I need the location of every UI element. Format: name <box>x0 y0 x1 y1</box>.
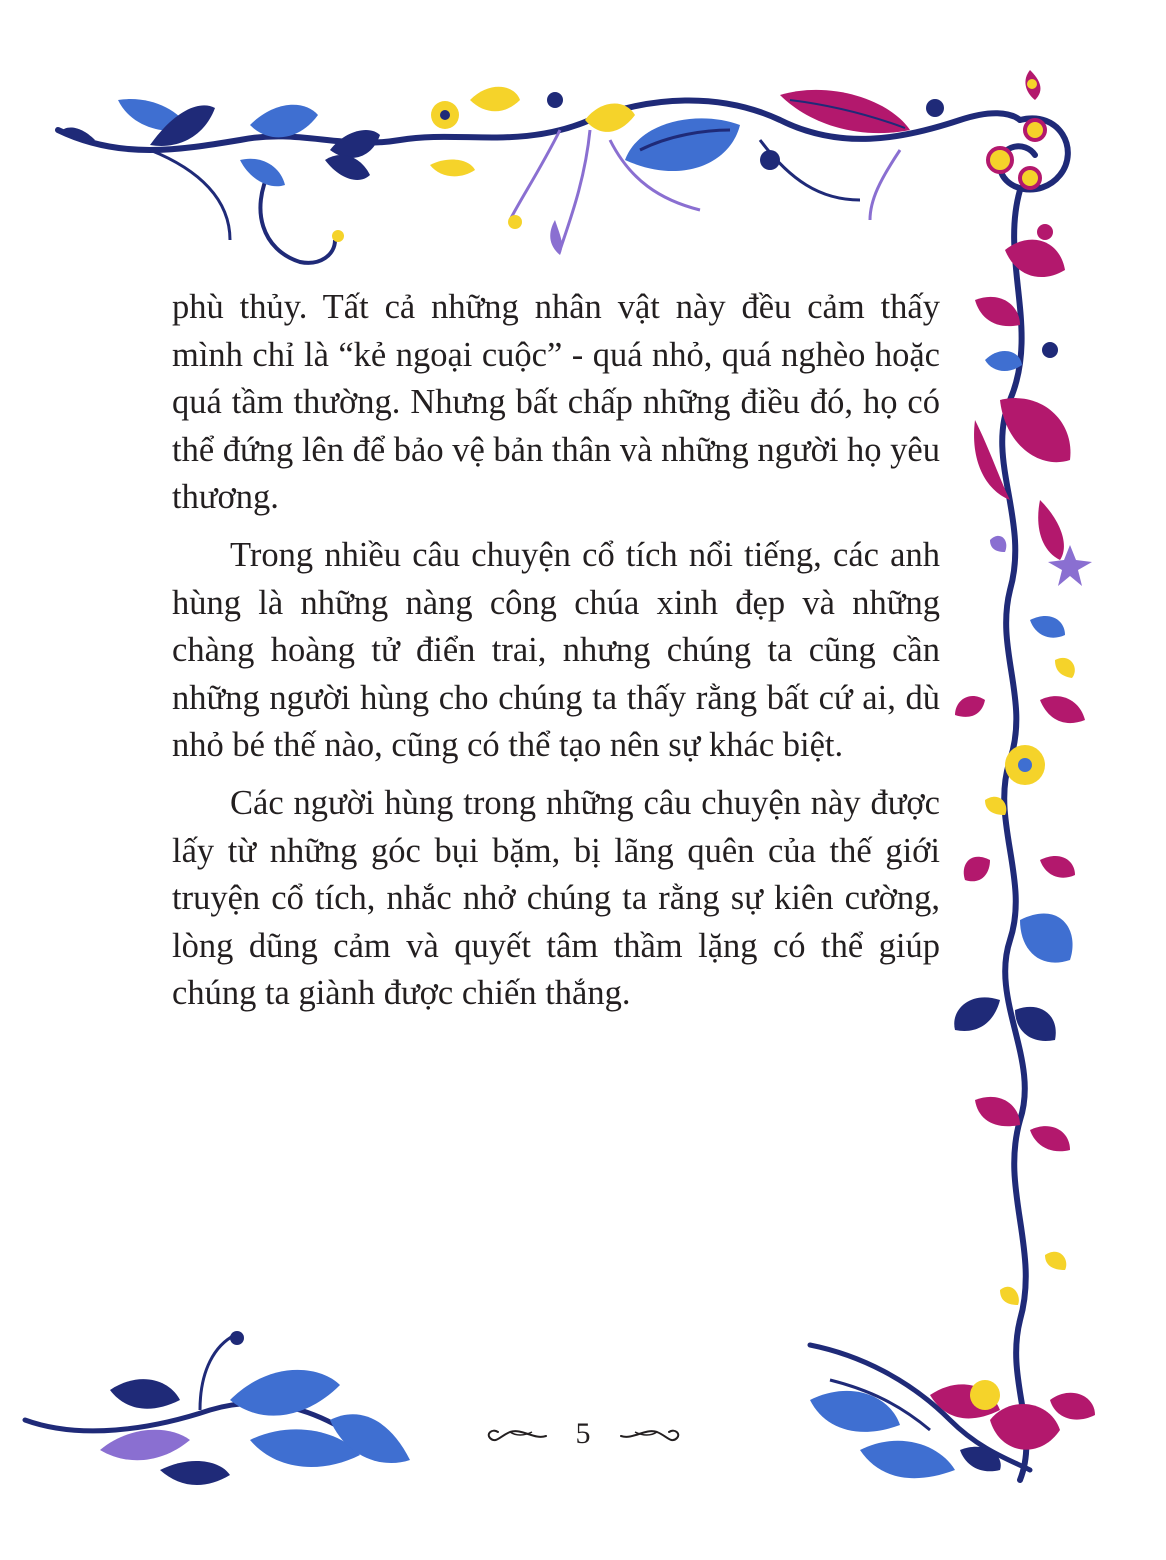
top-vine-border <box>58 87 1020 263</box>
page-number: 5 <box>575 1417 591 1450</box>
right-vine-border <box>954 190 1092 1480</box>
page-footer <box>0 1412 1166 1456</box>
corner-scroll <box>988 70 1068 189</box>
paragraph-1: phù thủy. Tất cả những nhân vật này đều cảm thấy mình chỉ là “kẻ ngoại cuộc” - quá nhỏ, quá nghèo hoặc quá tầm thường. Nhưng bất chấp những điều đó, họ có thể đứng lên để bảo vệ bản thân và những người họ yêu thương. <box>172 288 940 517</box>
paragraph-2: Trong nhiều câu chuyện cổ tích nổi tiếng, các anh hùng là những nàng công chúa xinh đẹp và những chàng hoàng tử điển trai, nhưng chúng ta cũng cần những người hùng cho chúng ta thấy rằng bất cứ ai, dù nhỏ bé thế nào, cũng có thể tạo nên sự khác biệt. <box>172 535 940 765</box>
bottom-left-spray <box>25 1331 410 1485</box>
body-text <box>172 284 940 1028</box>
left-swash-icon <box>486 1422 550 1446</box>
right-swash-icon <box>617 1422 681 1446</box>
paragraph-3: Các người hùng trong những câu chuyện này được lấy từ những góc bụi bặm, bị lãng quên của thế giới truyện cổ tích, nhắc nhở chúng ta rằng sự kiên cường, lòng dũng cảm và quyết tâm thầm lặng có thể giúp chúng ta giành được chiến thắng. <box>172 783 940 1013</box>
